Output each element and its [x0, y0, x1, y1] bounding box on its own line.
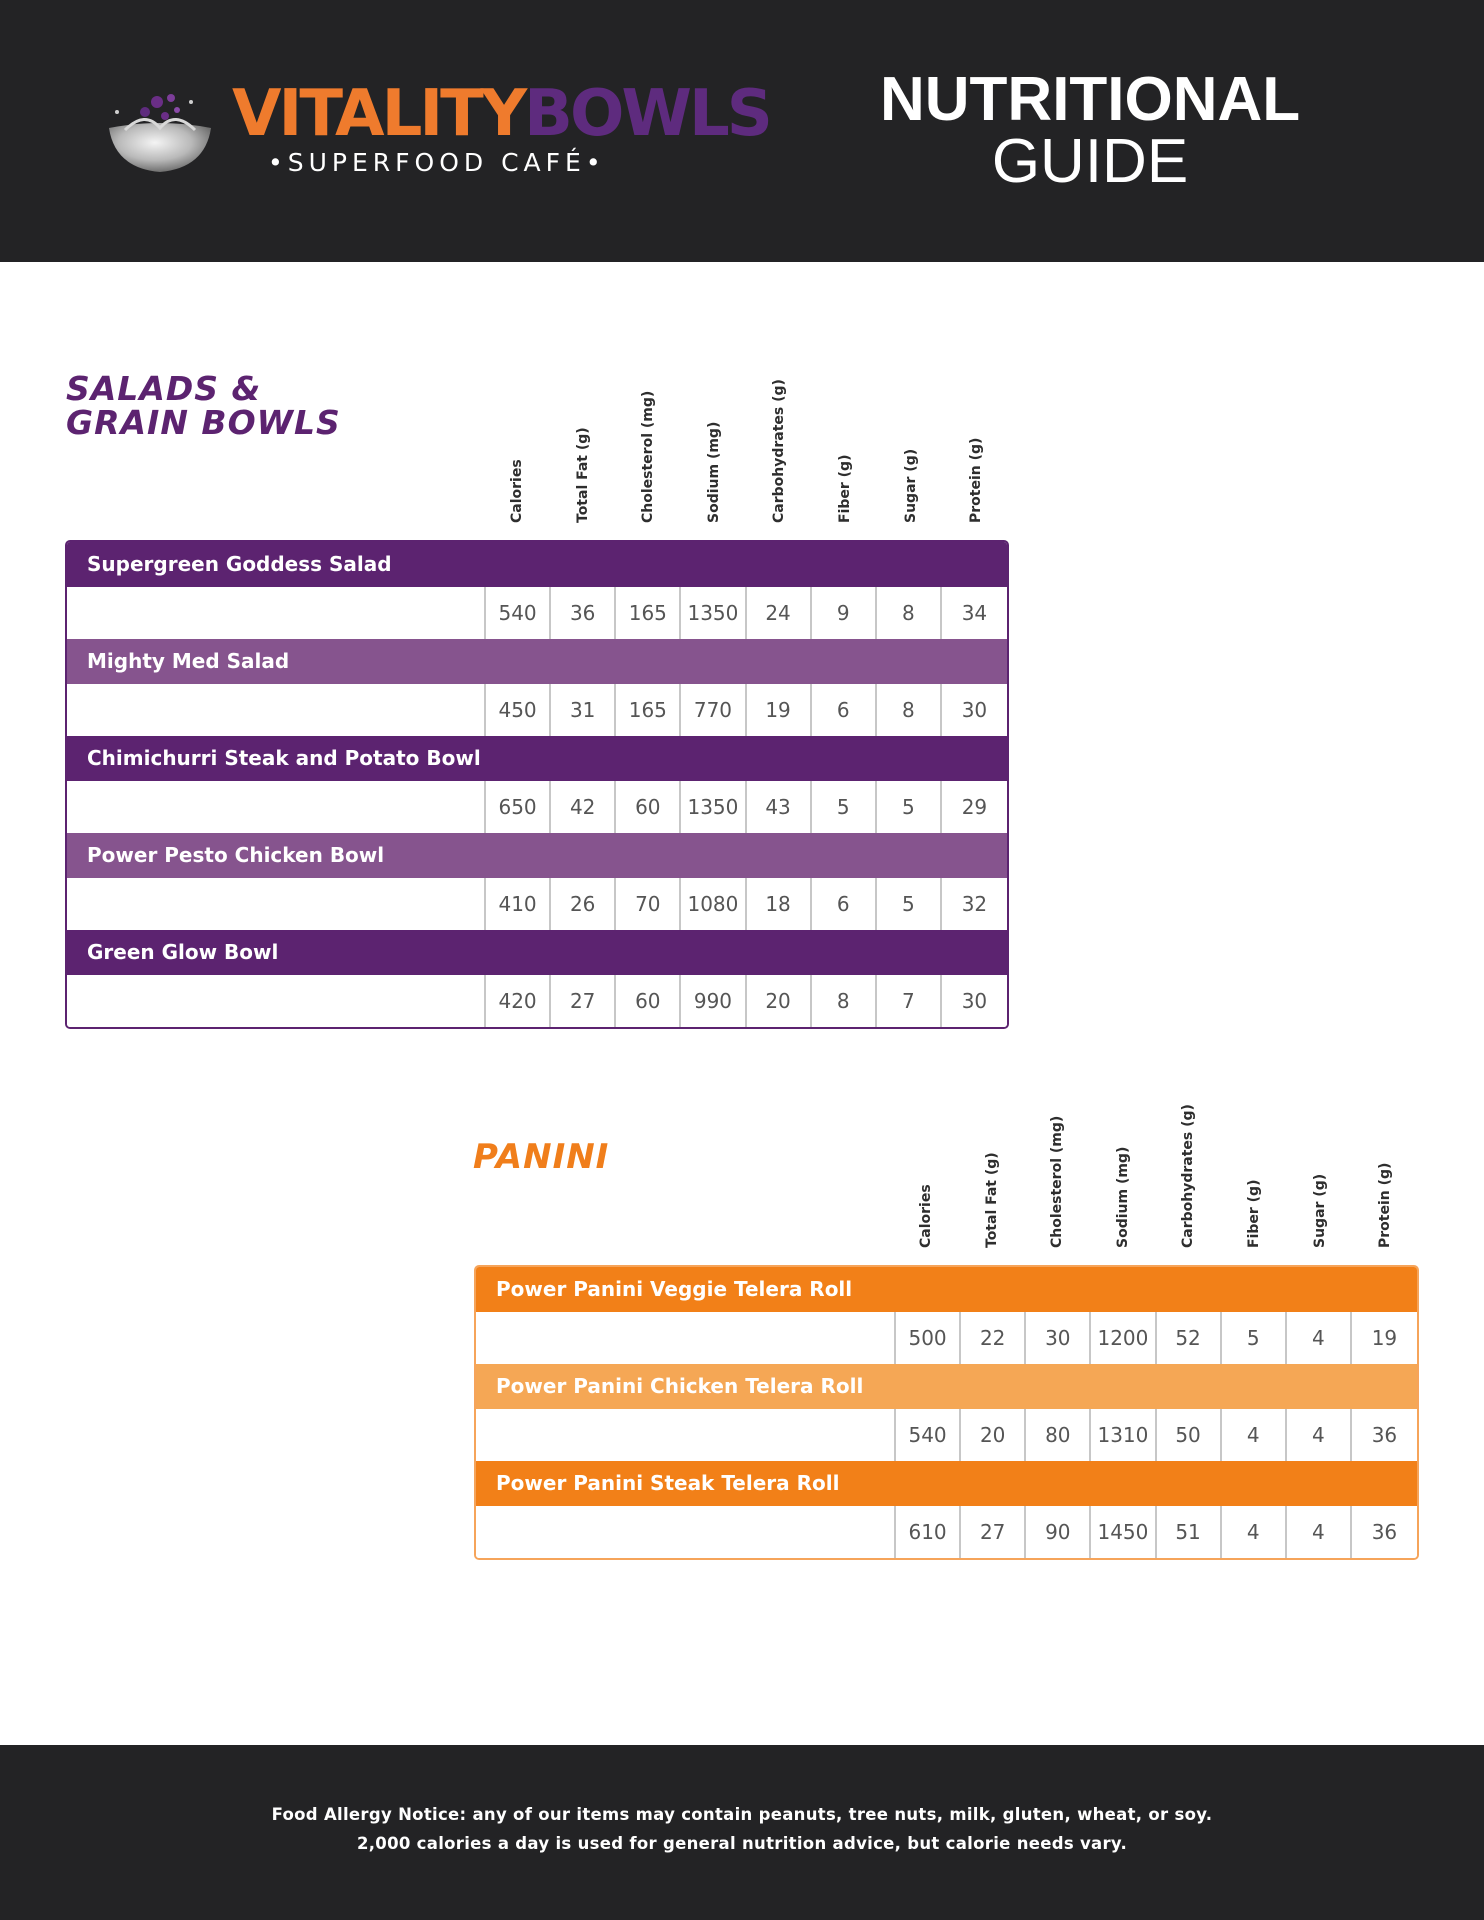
salads-value-cell: 1350 — [681, 587, 746, 639]
panini-row-spacer — [476, 1312, 896, 1364]
panini-col-header: Sodium (mg) — [1114, 1146, 1131, 1248]
salads-value-cell: 1350 — [681, 781, 746, 833]
salads-value-cell: 26 — [551, 878, 616, 930]
panini-col-header: Carbohydrates (g) — [1180, 1104, 1197, 1248]
salads-col-header: Cholesterol (mg) — [640, 390, 657, 523]
salads-row-spacer — [67, 781, 486, 833]
salads-value-cell: 60 — [616, 975, 681, 1027]
bowl-logo-icon — [105, 88, 215, 178]
panini-value-cell: 19 — [1371, 1326, 1398, 1350]
page-footer — [0, 1745, 1484, 1920]
salads-value-cell: 30 — [961, 698, 988, 722]
salads-value-cell: 8 — [812, 975, 877, 1027]
panini-value-cell: 20 — [961, 1409, 1026, 1461]
salads-col-header: Total Fat (g) — [574, 427, 591, 523]
salads-item-name: Supergreen Goddess Salad — [67, 542, 1007, 587]
salads-value-cell: 20 — [747, 975, 812, 1027]
panini-value-cell: 1310 — [1091, 1409, 1156, 1461]
panini-values-row — [476, 1312, 1417, 1364]
panini-item-name: Power Panini Steak Telera Roll — [476, 1461, 1417, 1506]
salads-col-header: Carbohydrates (g) — [771, 379, 788, 523]
salads-value-cell: 410 — [486, 878, 551, 930]
salads-nutrition-table — [65, 540, 1009, 1029]
salads-value-cell: 5 — [877, 878, 942, 930]
salads-col-header: Fiber (g) — [837, 454, 853, 523]
salads-row-spacer — [67, 975, 486, 1027]
salads-row-spacer — [67, 878, 486, 930]
salads-value-cell: 36 — [551, 587, 616, 639]
salads-value-cell: 60 — [616, 781, 681, 833]
panini-item-name: Power Panini Veggie Telera Roll — [476, 1267, 1417, 1312]
salads-value-cell: 9 — [812, 587, 877, 639]
salads-item-name: Mighty Med Salad — [67, 639, 1007, 684]
salads-value-cell: 5 — [812, 781, 877, 833]
panini-section-title: PANINI — [473, 1137, 610, 1177]
salads-value-cell: 32 — [961, 892, 988, 916]
panini-col-header: Fiber (g) — [1246, 1179, 1262, 1248]
salads-row-spacer — [67, 587, 486, 639]
panini-col-header: Calories — [918, 1184, 934, 1248]
salads-col-header: Sugar (g) — [902, 448, 919, 523]
page-title-line2: GUIDE — [991, 127, 1189, 196]
panini-value-cell: 1200 — [1091, 1312, 1156, 1364]
salads-value-cell: 8 — [877, 587, 942, 639]
salads-value-cell: 1080 — [681, 878, 746, 930]
salads-values-row — [67, 587, 1007, 639]
salads-value-cell: 540 — [486, 587, 551, 639]
panini-nutrition-table — [474, 1265, 1419, 1560]
salads-col-header: Calories — [509, 459, 525, 523]
panini-value-cell: 30 — [1026, 1312, 1091, 1364]
salads-col-header: Protein (g) — [968, 437, 985, 523]
panini-value-cell: 1450 — [1091, 1506, 1156, 1558]
salads-value-cell: 70 — [616, 878, 681, 930]
salads-section-title — [66, 369, 341, 442]
salads-value-cell: 420 — [486, 975, 551, 1027]
panini-item-name: Power Panini Chicken Telera Roll — [476, 1364, 1417, 1409]
panini-value-cell: 36 — [1371, 1423, 1398, 1447]
panini-value-cell: 4 — [1222, 1409, 1287, 1461]
salads-item-name: Power Pesto Chicken Bowl — [67, 833, 1007, 878]
salads-values-row — [67, 781, 1007, 833]
panini-value-cell: 610 — [896, 1506, 961, 1558]
salads-value-cell: 770 — [681, 684, 746, 736]
salads-value-cell: 165 — [616, 684, 681, 736]
panini-value-cell: 5 — [1222, 1312, 1287, 1364]
salads-item-name: Chimichurri Steak and Potato Bowl — [67, 736, 1007, 781]
panini-value-cell: 540 — [896, 1409, 961, 1461]
salads-value-cell: 8 — [877, 684, 942, 736]
salads-value-cell: 30 — [961, 989, 988, 1013]
panini-value-cell: 4 — [1287, 1409, 1352, 1461]
salads-value-cell: 5 — [877, 781, 942, 833]
salads-value-cell: 165 — [616, 587, 681, 639]
salads-values-row — [67, 975, 1007, 1027]
brand-tagline: •SUPERFOOD CAFÉ• — [268, 148, 606, 177]
panini-row-spacer — [476, 1409, 896, 1461]
salads-title-line2: GRAIN BOWLS — [66, 403, 341, 442]
panini-value-cell: 22 — [961, 1312, 1026, 1364]
panini-col-header: Protein (g) — [1377, 1162, 1394, 1248]
brand-part-bowls: BOWLS — [524, 77, 770, 151]
panini-value-cell: 500 — [896, 1312, 961, 1364]
panini-value-cell: 4 — [1222, 1506, 1287, 1558]
salads-values-row — [67, 684, 1007, 736]
panini-value-cell: 27 — [961, 1506, 1026, 1558]
allergy-notice: Food Allergy Notice: any of our items may contain peanuts, tree nuts, milk, gluten, wheat, or soy. — [271, 1805, 1213, 1824]
panini-col-header: Sugar (g) — [1311, 1173, 1328, 1248]
salads-value-cell: 34 — [961, 601, 988, 625]
salads-row-spacer — [67, 684, 486, 736]
panini-value-cell: 90 — [1026, 1506, 1091, 1558]
panini-row-spacer — [476, 1506, 896, 1558]
salads-value-cell: 43 — [747, 781, 812, 833]
panini-values-row — [476, 1506, 1417, 1558]
salads-item-name: Green Glow Bowl — [67, 930, 1007, 975]
page-title-line1: NUTRITIONAL — [880, 65, 1301, 134]
salads-value-cell: 650 — [486, 781, 551, 833]
panini-value-cell: 4 — [1287, 1506, 1352, 1558]
calorie-notice: 2,000 calories a day is used for general nutrition advice, but calorie needs vary. — [356, 1834, 1128, 1853]
salads-value-cell: 29 — [961, 795, 988, 819]
salads-title-line1: SALADS & — [66, 369, 262, 408]
panini-values-row — [476, 1409, 1417, 1461]
panini-value-cell: 51 — [1157, 1506, 1222, 1558]
salads-value-cell: 990 — [681, 975, 746, 1027]
panini-value-cell: 36 — [1371, 1520, 1398, 1544]
salads-col-header: Sodium (mg) — [705, 421, 722, 523]
panini-value-cell: 52 — [1157, 1312, 1222, 1364]
salads-value-cell: 24 — [747, 587, 812, 639]
panini-col-header: Total Fat (g) — [983, 1152, 1000, 1248]
brand-part-vitality: VITALITY — [232, 77, 525, 151]
salads-value-cell: 7 — [877, 975, 942, 1027]
salads-value-cell: 18 — [747, 878, 812, 930]
salads-values-row — [67, 878, 1007, 930]
salads-value-cell: 27 — [551, 975, 616, 1027]
salads-value-cell: 42 — [551, 781, 616, 833]
panini-value-cell: 50 — [1157, 1409, 1222, 1461]
salads-value-cell: 450 — [486, 684, 551, 736]
salads-value-cell: 31 — [551, 684, 616, 736]
panini-value-cell: 4 — [1287, 1312, 1352, 1364]
panini-col-header: Cholesterol (mg) — [1049, 1115, 1066, 1248]
page-header — [0, 0, 1484, 262]
panini-value-cell: 80 — [1026, 1409, 1091, 1461]
brand-wordmark — [232, 78, 770, 150]
salads-value-cell: 6 — [812, 878, 877, 930]
salads-value-cell: 6 — [812, 684, 877, 736]
salads-value-cell: 19 — [747, 684, 812, 736]
